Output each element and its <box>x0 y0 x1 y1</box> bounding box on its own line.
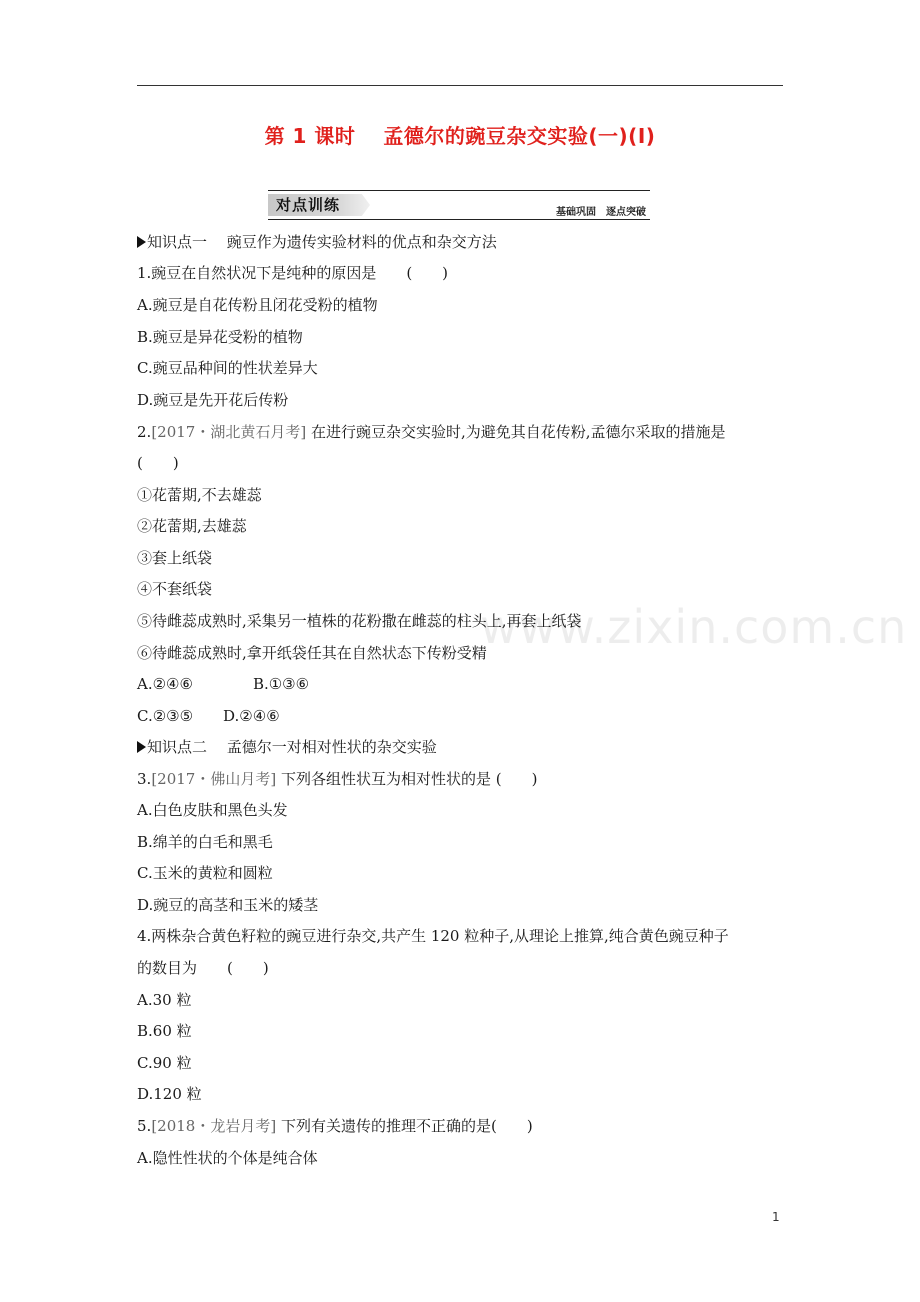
question-5-option-a: A.隐性性状的个体是纯合体 <box>137 1149 318 1167</box>
question-5-source: [2018・龙岩月考] <box>151 1117 277 1135</box>
question-2-item-2: ②花蕾期,去雄蕊 <box>137 517 247 535</box>
section-banner <box>268 190 650 220</box>
question-1-stem: 1.豌豆在自然状况下是纯种的原因是 ( ) <box>137 264 449 282</box>
question-4-stem-line-2: 的数目为 ( ) <box>137 959 269 977</box>
question-3-option-d: D.豌豆的高茎和玉米的矮茎 <box>137 896 319 914</box>
question-3-option-a: A.白色皮肤和黑色头发 <box>137 801 288 819</box>
question-4-option-d: D.120 粒 <box>137 1085 202 1103</box>
question-4-option-c: C.90 粒 <box>137 1054 192 1072</box>
question-2-stem: 2.[2017・湖北黄石月考] 在进行豌豆杂交实验时,为避免其自花传粉,孟德尔采取的措施是 <box>137 423 726 441</box>
header-rule <box>137 85 783 86</box>
question-1-option-a: A.豌豆是自花传粉且闭花受粉的植物 <box>137 296 378 314</box>
triangle-arrow-icon <box>137 741 146 753</box>
banner-label: 对点训练 <box>276 196 341 214</box>
question-2-item-4: ④不套纸袋 <box>137 580 213 598</box>
question-4-stem-line-1: 4.两株杂合黄色籽粒的豌豆进行杂交,共产生 120 粒种子,从理论上推算,纯合黄色豌豆种子 <box>137 927 729 945</box>
knowledge-point-1: 知识点一 豌豆作为遗传实验材料的优点和杂交方法 <box>137 232 497 252</box>
banner-bottom-line <box>268 219 650 220</box>
page-number: 1 <box>772 1210 780 1224</box>
question-2-item-5: ⑤待雌蕊成熟时,采集另一植株的花粉撒在雌蕊的柱头上,再套上纸袋 <box>137 612 582 630</box>
question-3-source: [2017・佛山月考] <box>151 770 277 788</box>
question-2-options-ab: A.②④⑥ B.①③⑥ <box>137 675 310 693</box>
question-5-stem: 5.[2018・龙岩月考] 下列有关遗传的推理不正确的是( ) <box>137 1117 533 1135</box>
question-4-option-a: A.30 粒 <box>137 991 192 1009</box>
question-3-option-c: C.玉米的黄粒和圆粒 <box>137 864 273 882</box>
question-2-item-1: ①花蕾期,不去雄蕊 <box>137 486 262 504</box>
banner-top-line <box>268 190 650 191</box>
question-2-item-6: ⑥待雌蕊成熟时,拿开纸袋任其在自然状态下传粉受精 <box>137 644 487 662</box>
question-1-option-c: C.豌豆品种间的性状差异大 <box>137 359 318 377</box>
knowledge-point-2: 知识点二 孟德尔一对相对性状的杂交实验 <box>137 737 437 757</box>
question-1-option-d: D.豌豆是先开花后传粉 <box>137 391 289 409</box>
watermark: www.zixin.com.cn <box>480 600 908 654</box>
question-2-source: [2017・湖北黄石月考] <box>151 423 307 441</box>
question-2-options-cd: C.②③⑤ D.②④⑥ <box>137 707 280 725</box>
question-3-option-b: B.绵羊的白毛和黑毛 <box>137 833 273 851</box>
question-1-option-b: B.豌豆是异花受粉的植物 <box>137 328 303 346</box>
question-2-paren: ( ) <box>137 454 179 472</box>
banner-sub-label: 基础巩固 逐点突破 <box>556 207 646 218</box>
question-4-option-b: B.60 粒 <box>137 1022 192 1040</box>
triangle-arrow-icon <box>137 236 146 248</box>
question-3-stem: 3.[2017・佛山月考] 下列各组性状互为相对性状的是 ( ) <box>137 770 538 788</box>
question-2-item-3: ③套上纸袋 <box>137 549 213 567</box>
lesson-title: 第 1 课时 孟德尔的豌豆杂交实验(一)(Ⅰ) <box>264 124 656 148</box>
